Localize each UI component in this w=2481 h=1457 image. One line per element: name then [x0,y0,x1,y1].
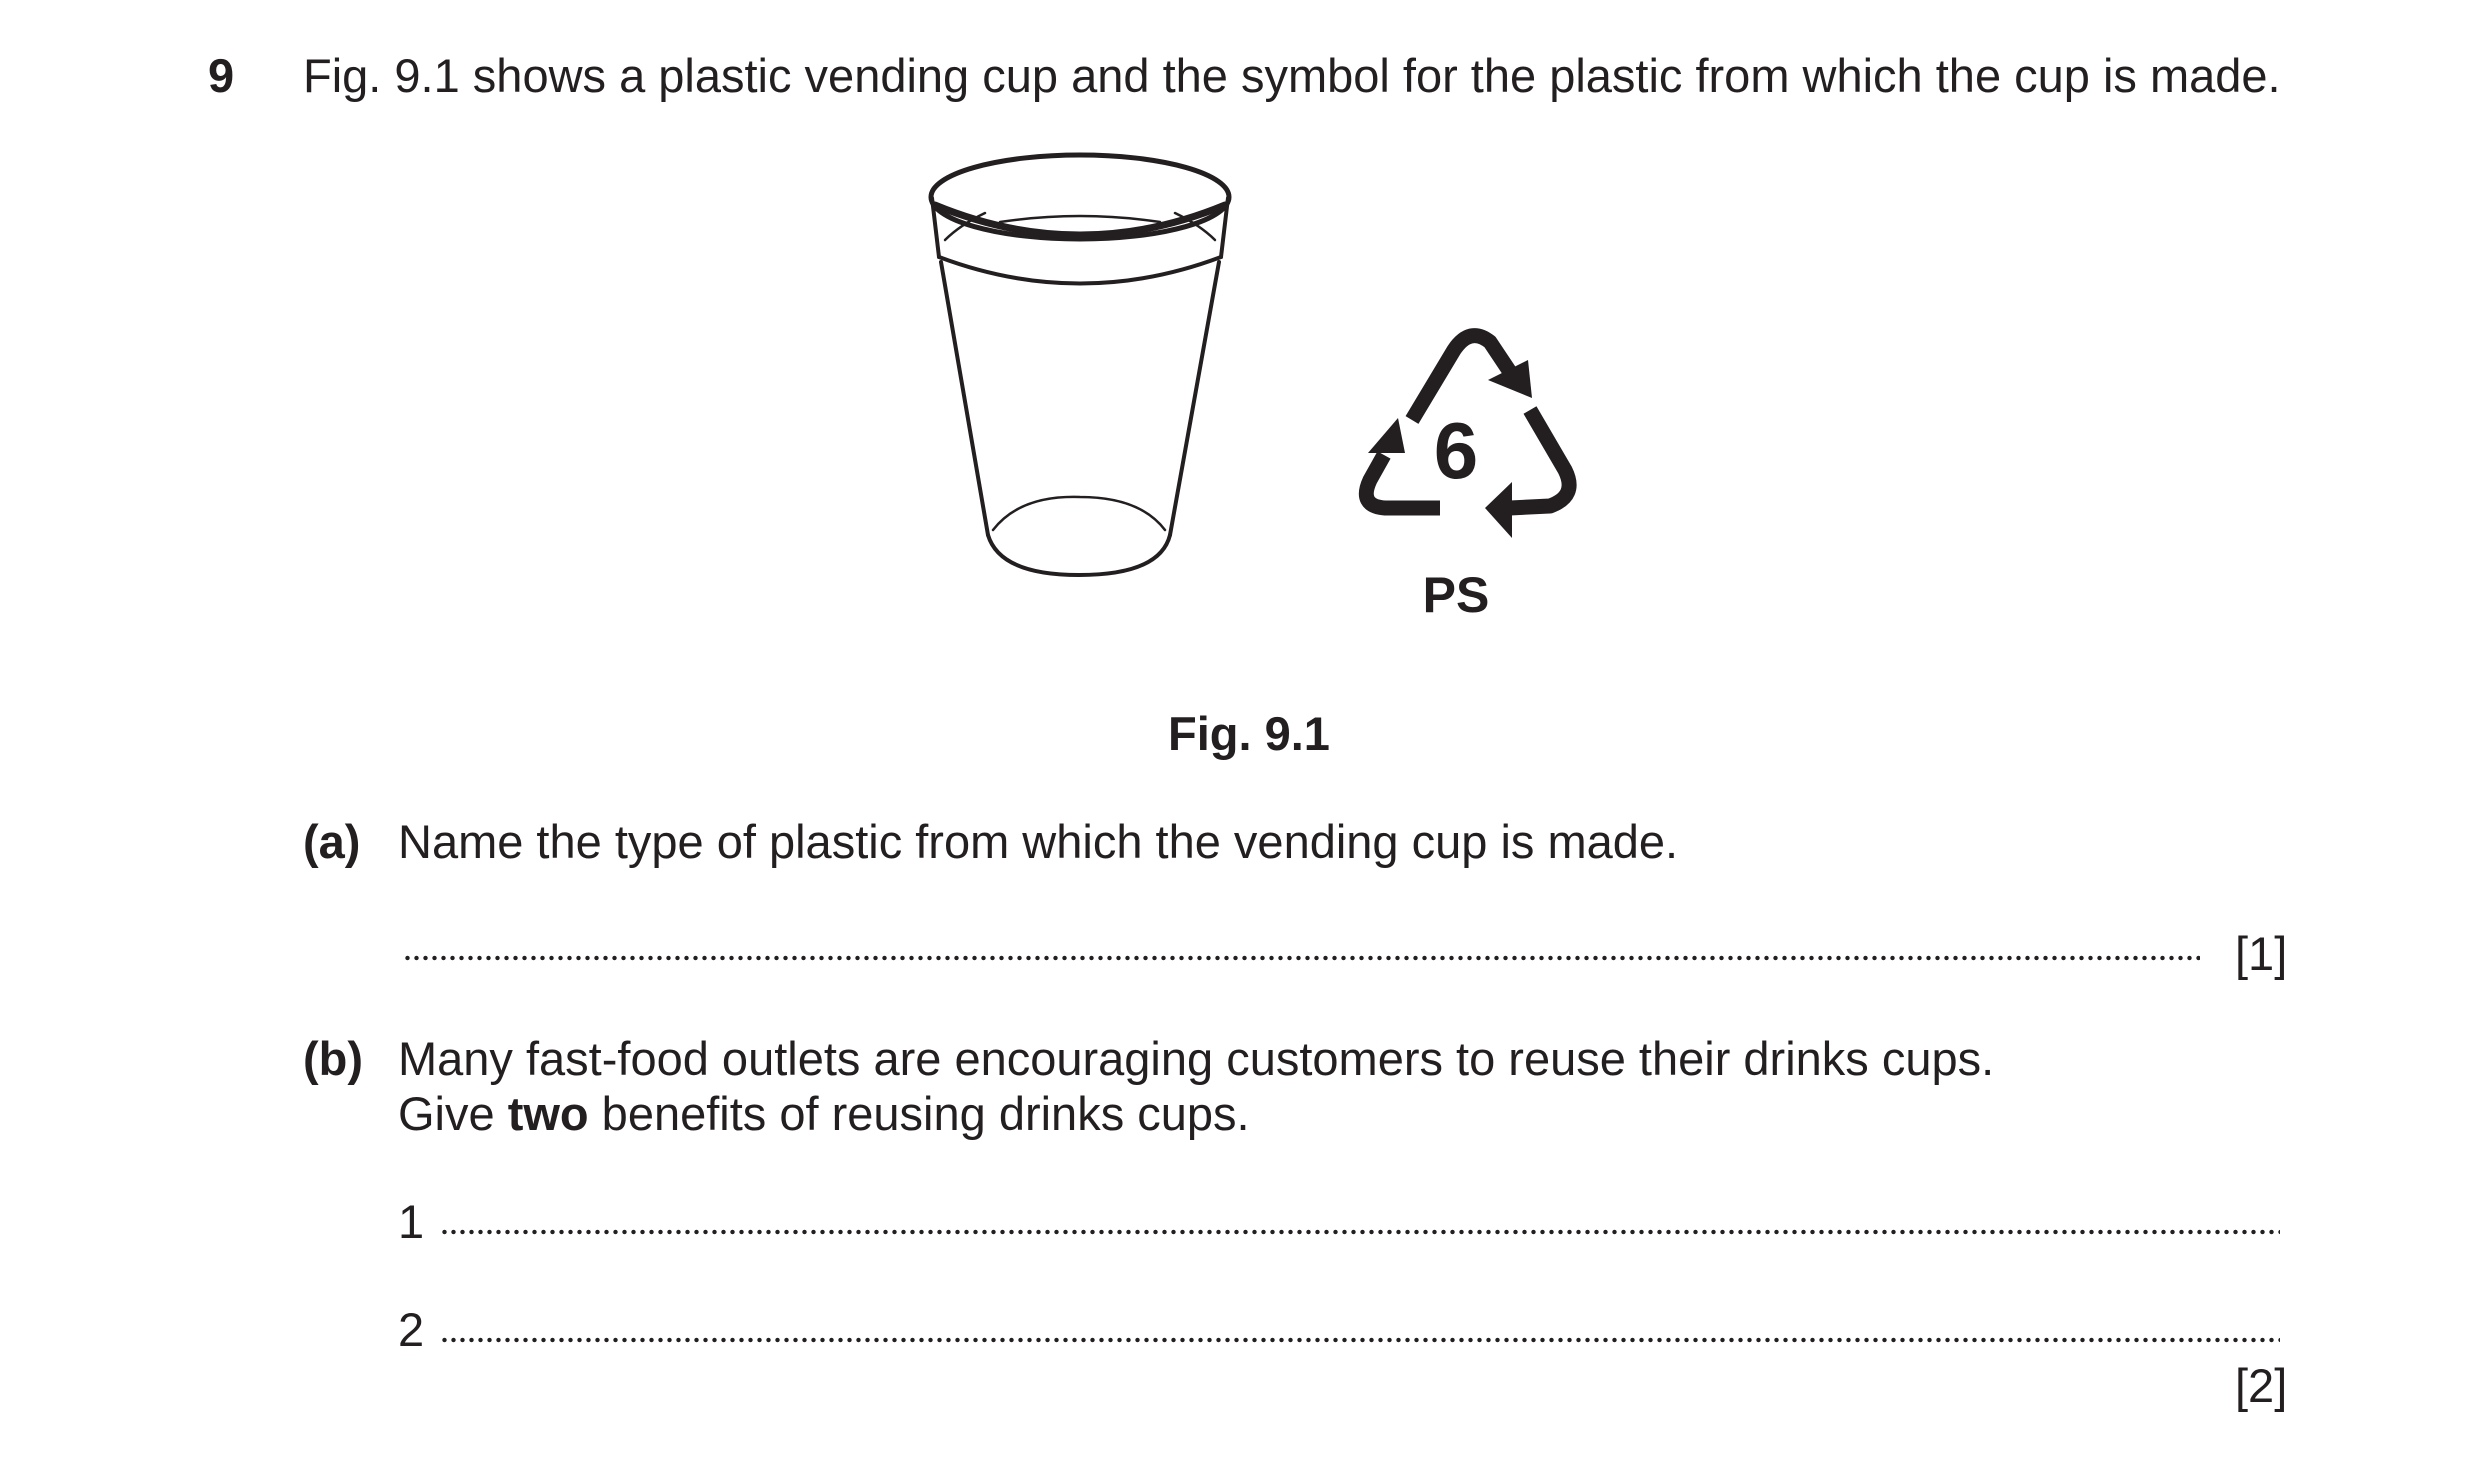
plastic-code: PS [1422,567,1490,623]
recycling-number: 6 [1433,406,1479,495]
part-b-answer-line-2[interactable] [440,1336,2280,1344]
question-number: 9 [208,49,235,102]
figure-caption: Fig. 9.1 [1168,707,1330,760]
answer-number-1: 1 [398,1195,425,1248]
question-stem: Fig. 9.1 shows a plastic vending cup and the symbol for the plastic from which the cup is made. [303,49,2281,102]
part-b-label: (b) [303,1032,364,1085]
part-a-text: Name the type of plastic from which the vending cup is made. [398,815,1679,868]
part-b-line1: Many fast-food outlets are encouraging customers to reuse their drinks cups. [398,1032,1995,1085]
part-b-line2-post: benefits of reusing drinks cups. [588,1087,1250,1140]
plastic-cup-icon [931,155,1229,575]
part-b-line2 [398,1087,1250,1140]
part-b-line2-pre: Give [398,1087,508,1140]
part-a-marks: [1] [2235,927,2288,980]
part-a-label: (a) [303,815,361,868]
answer-number-2: 2 [398,1303,425,1356]
part-b-answer-line-1[interactable] [440,1228,2280,1236]
part-b-marks: [2] [2235,1359,2288,1412]
part-b-line2-bold: two [507,1087,589,1140]
part-a-answer-line[interactable] [403,954,2200,962]
